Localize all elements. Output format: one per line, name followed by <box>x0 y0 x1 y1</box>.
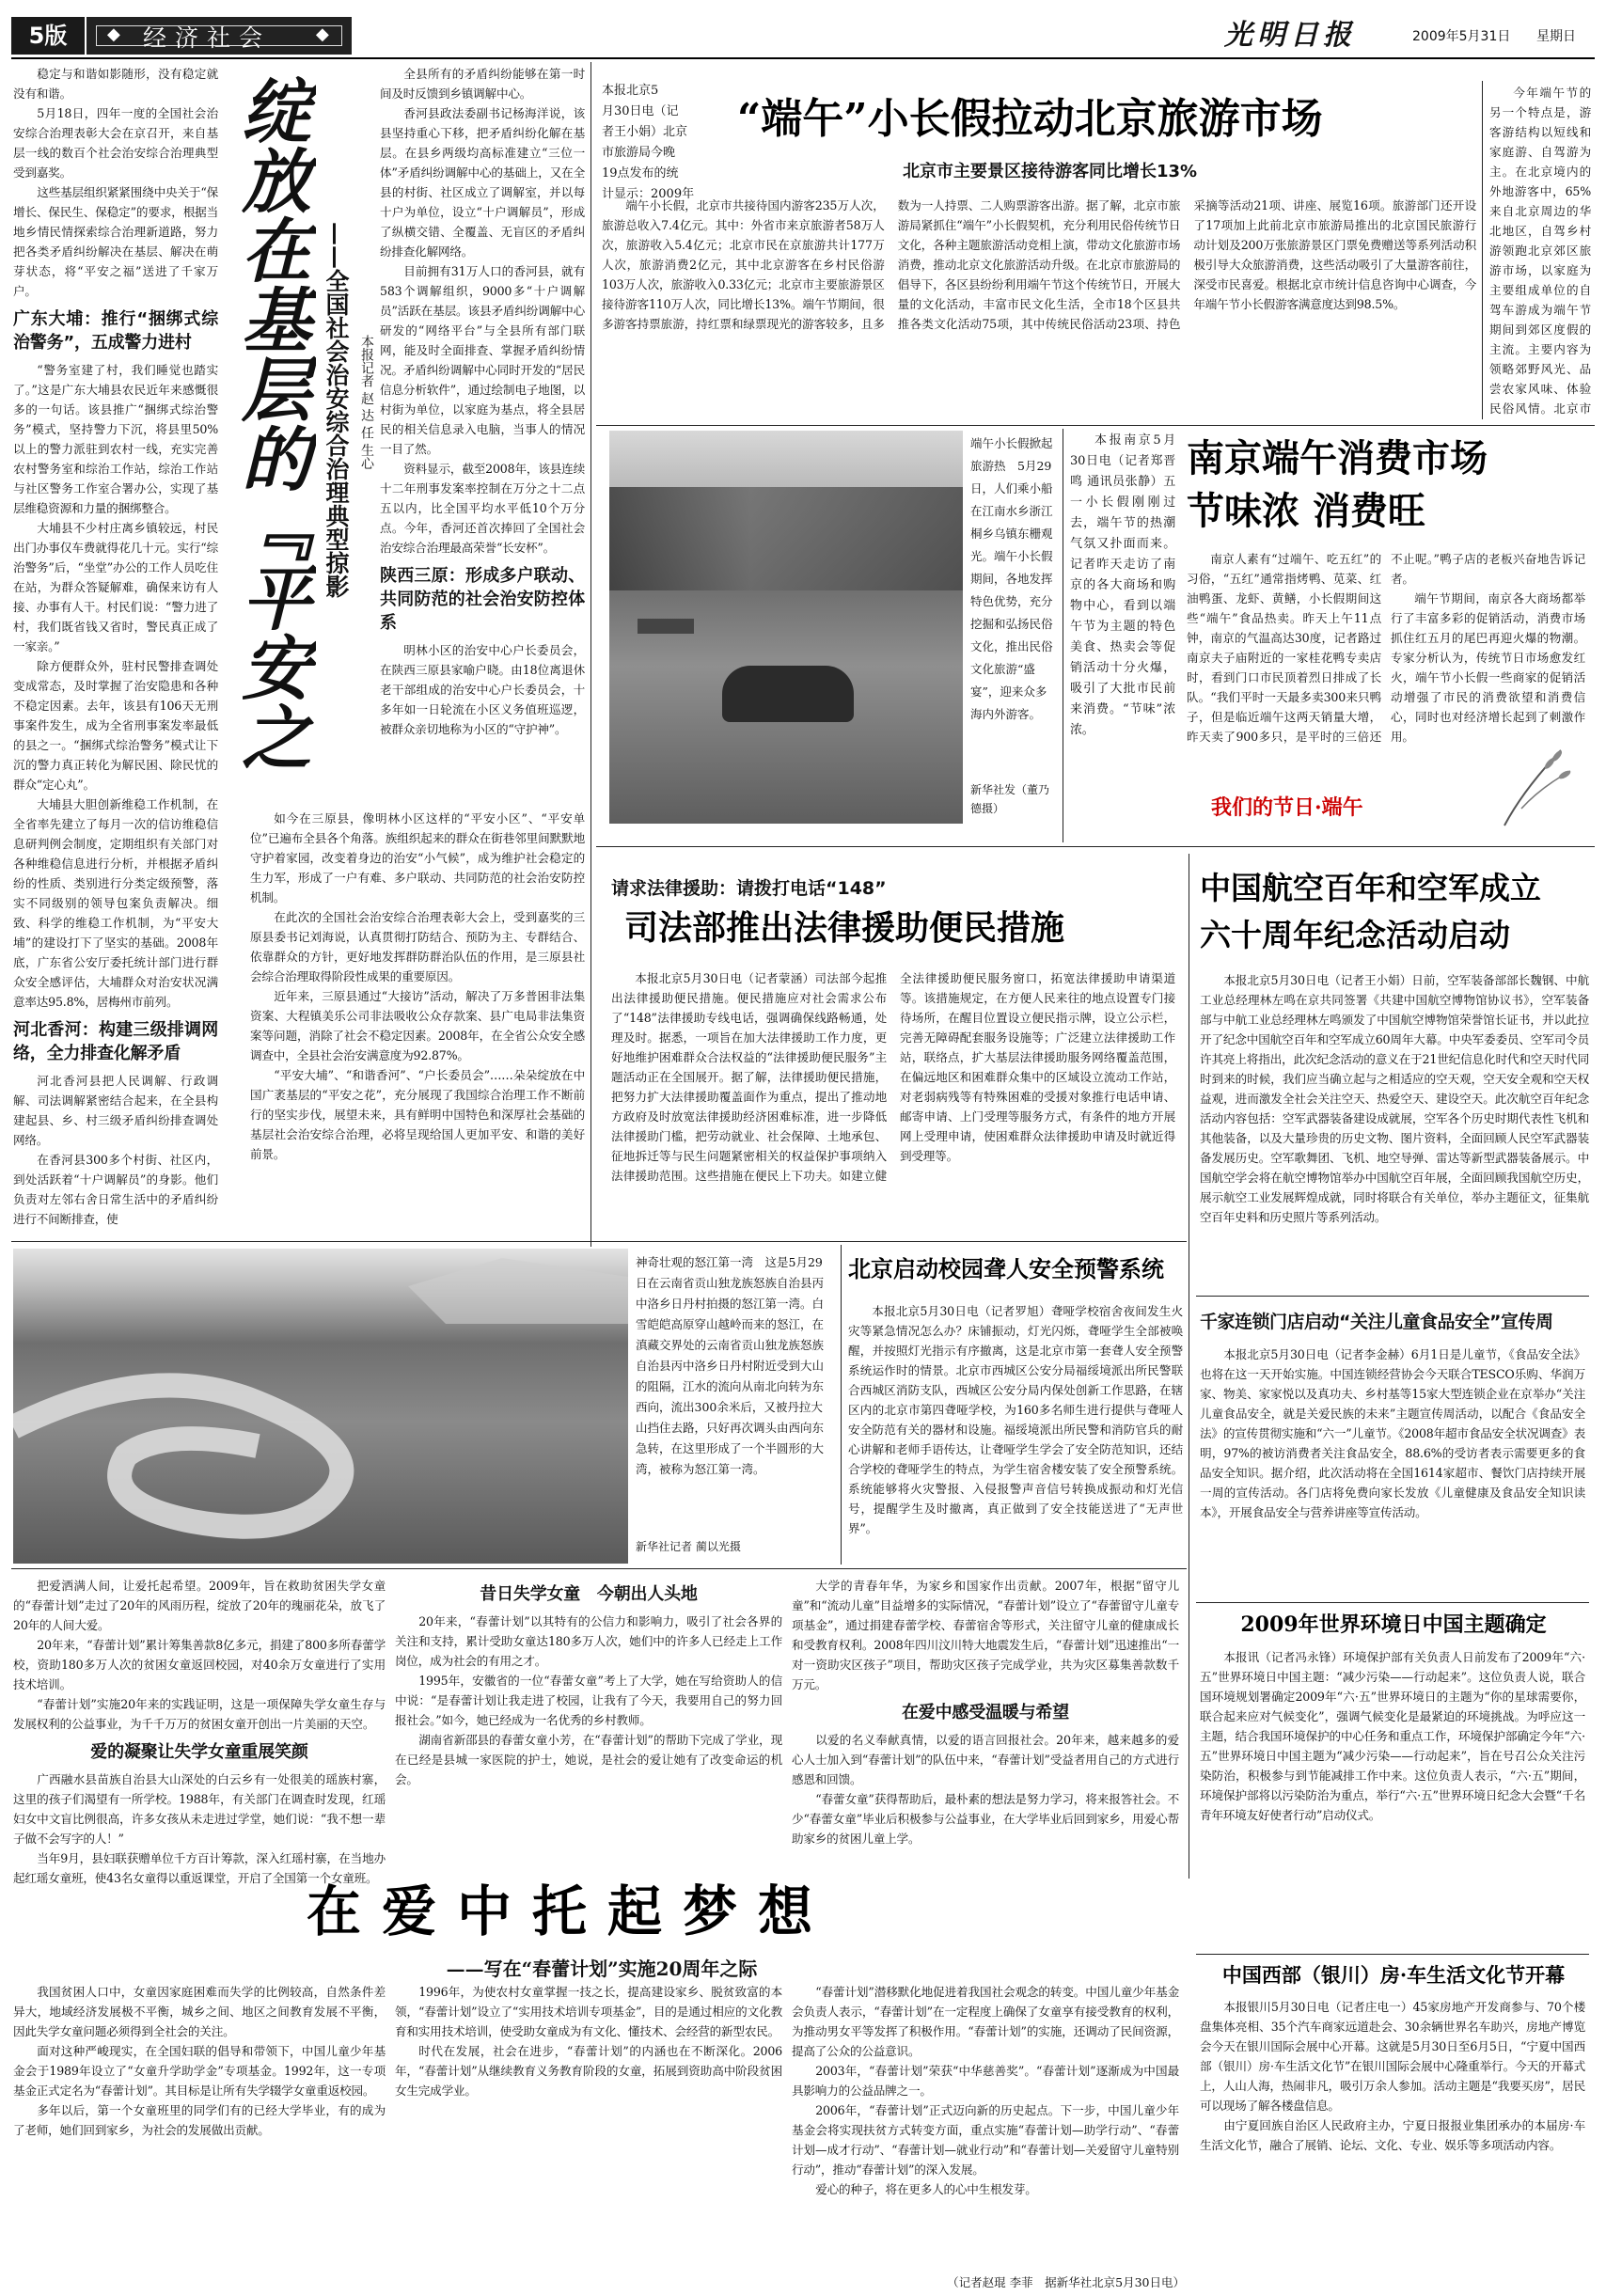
article10-credit: （记者赵琨 李菲 据新华社北京5月30日电） <box>947 2275 1185 2289</box>
rice-stalk-illustration <box>1495 743 1580 829</box>
article10-subhead: 在爱中感受温暖与希望 <box>902 1703 1069 1722</box>
article9-title: 北京启动校园聋人安全预警系统 <box>848 1255 1164 1282</box>
diamond-icon: ◆ <box>107 24 120 44</box>
article10-bottom-left: 我国贫困人口中，女童因家庭困难而失学的比例较高，自然条件差异大，地域经济发展极不平衡，城乡之间、地区之间教育发展不平衡，因此失学女童问题必须得到全社会的关注。 面对这种严峻现实，在全国妇联的倡导和带领下，中国儿童少年基金会于1989年设立了“女童升学助学金”专项基金。1992年，这一专项基金正式定名为“春蕾计划”。其目标是让所有失学辍学女童重返校园。 多年以后，第一个女童班里的同学们有的已经大学毕业，有的成为了老师，她们回到家乡，为社会的发展做出贡献。 <box>13 1985 386 2137</box>
article4-kicker: 请求法律援助：请拨打电话“148” <box>611 878 887 899</box>
article6-title: 千家连锁门店启动“关注儿童食品安全”宣传周 <box>1200 1312 1553 1332</box>
article3-intro: 本报南京5月30日电（记者郑晋鸣 通讯员张静）五一小长假刚刚过去，端午节的热潮气氛又扑面而来。记者昨天走访了南京的各大商场和购物中心，看到以端午节为主题的特色美食、热卖会等促销活动十分火爆，吸引了大批市民前来消费。“节味”浓浓。 <box>1070 433 1175 737</box>
article10-col2: 昔日失学女童 今朝出人头地 20年来，“春蕾计划”以其特有的公信力和影响力，吸引了社会各界的关注和支持，累计受助女童达180多万人次，她们中的许多人已经走上工作岗位，成为社会的有用之才。 1995年，安徽省的一位“春蕾女童”考上了大学，她在写给资助人的信中说：“是春蕾计划让我走进了校园，让我有了今天，我要用自己的努力回报社会。”如今，她已经成为一名优秀的乡村教师。 湖南省新邵县的春蕾女童小芳，在“春蕾计划”的帮助下完成了学业，现在已经是县城一家医院的护士，她说，是社会的爱让她有了改变命运的机会。 <box>395 1584 782 1786</box>
water-town-photo <box>609 431 963 824</box>
festival-label: 我们的节日·端午 <box>1211 795 1363 820</box>
diamond-icon: ◆ <box>316 24 329 44</box>
article1-col1: 稳定与和谐如影随形，没有稳定就没有和谐。 5月18日，四年一度的全国社会治安综合治理表彰大会在京召开，来自基层一线的数百个社会治安综合治理典型受到嘉奖。 这些基层组织紧紧围绕中央关于“保增长、保民生、保稳定”的要求，根据当地乡情民情探索综合治理新道路，努力把各类矛盾纠纷解决在基层、解决在萌芽状态，将“平安之福”送进了千家万户。 广东大埔：推行“捆绑式综治警务”，五成警力进村 “警务室建了村，我们睡觉也踏实了。”这是广东大埔县农民近年来感慨很多的一句话。该县推广“捆绑式综治警务”模式，坚持警力下沉，将县里50%以上的警力派驻到农村一线，充实完善农村警务室和综治工作站，综治工作站与社区警务工作室合署办公，实现了基层维稳资源和力量的捆绑整合。 大埔县不少村庄离乡镇较远，村民出门办事仅车费就得花几十元。实行“综治警务”后，“坐堂”办公的工作人员吃住在站，为群众答疑解难，确保来访有人接、办事有人干。村民们说：“警力进了村，我们既省钱又省时，警民真正成了一家亲。” 除方便群众外，驻村民警排查调处变成常态，及时掌握了治安隐患和各种不稳定因素。去年，该县有106天无刑事案件发生，成为全省刑事案发率最低的县之一。“捆绑式综治警务”模式让下沉的警力真正转化为解民困、除民忧的群众“定心丸”。 大埔县大胆创新维稳工作机制，在全省率先建立了每月一次的信访维稳信息研判例会制度，定期组织有关部门对各种维稳信息进行分析，并根据矛盾纠纷的性质、类别进行分类定级预警，落实不同级别的领导包案负责解决。细致、科学的维稳工作机制，为“平安大埔”的建设打下了坚实的基础。2008年底，广东省公安厅委托统计部门进行群众安全感评估，大埔群众对治安状况满意率达95.8%，居梅州市前列。 河北香河：构建三级排调网络，全力排查化解矛盾 河北香河县把人民调解、行政调解、司法调解紧密结合起来，在全县构建起县、乡、村三级矛盾纠纷排查调处网络。 在香河县300多个村街、社区内，到处活跃着“十户调解员”的身影。他们负责对左邻右舍日常生活中的矛盾纠纷进行不间断排查，使 <box>13 67 218 1226</box>
article10-subhead: 昔日失学女童 今朝出人头地 <box>480 1584 698 1604</box>
article2-title: “端午”小长假拉动北京旅游市场 <box>737 95 1323 143</box>
article4-body: 本报北京5月30日电（记者蒙涵）司法部今起推出法律援助便民措施。便民措施应对社会需求公布了“148”法律援助专线电话，强调确保线路畅通，处理及时。据悉，一项旨在加大法律援助工作力度，更好地维护困难群众合法权益的“法律援助便民服务”主题活动正在全国展开。据了解，法律援助便民措施，把努力扩大法律援助覆盖面作为重点，提出了推动地方政府及时放宽法律援助经济困难标准，进一步降低法律援助门槛，把劳动就业、社会保障、土地承包、征地拆迁等与民生问题紧密相关的权益保护事项纳入法律援助范围。这些措施在便民上下功夫。如建立健全法律援助便民服务窗口，拓宽法律援助申请渠道等。该措施规定，在方便人民来往的地点设置专门接待场所，在醒目位置设立便民指示牌，设立公示栏，完善无障碍配套服务设施等；广泛建立法律援助工作站，联络点，扩大基层法律援助服务网络覆盖范围，在偏远地区和困难群众集中的区域设立流动工作站，对老弱病残等有特殊困难的受援对象推行电话申请、邮寄申请、上门受理等服务方式，有条件的地方开展网上受理申请，使困难群众法律援助申请及时就近得到受理等。 <box>611 971 1175 1183</box>
paper-logo: 光明日报 <box>1224 19 1356 52</box>
section-banner <box>87 17 352 55</box>
article3-body: 南京人素有“过端午、吃五红”的习俗，“五红”通常指烤鸭、苋菜、红油鸭蛋、龙虾、黄鳝，小长假期间这些“端午”食品热卖。昨天上午11点钟，南京的气温高达30度，记者路过南京夫子庙附近的一家桂花鸭专卖店时，看到门口市民顶着烈日排成了长队。“我们平时一天最多卖300来只鸭子，但是临近端午这两天销量大增，昨天卖了900多只，是平时的三倍还不止呢。”鸭子店的老板兴奋地告诉记者。 端午节期间，南京各大商场都举行了丰富多彩的促销活动，消费市场抓住红五月的尾巴再迎火爆的物潮。专家分析认为，传统节日市场愈发红火，端午节小长假一些商家的促销活动增强了市民的消费欲望和消费信心，同时也对经济增长起到了刺激作用。 <box>1187 552 1585 744</box>
section-name: 经济社会 <box>143 24 272 52</box>
article10-subhead: 爱的凝聚让失学女童重展笑颜 <box>90 1742 308 1762</box>
photo1-credit: 新华社发（董乃德摄） <box>970 783 1050 815</box>
article10-subtitle: ——写在“春蕾计划”实施20周年之际 <box>446 1958 758 1980</box>
page-number: 5版 <box>11 17 85 55</box>
article8-body: 本报银川5月30日电（记者庄电一）45家房地产开发商参与、70个楼盘集体亮相、35个汽车商家远道赴会、30余辆世界名车助兴，房地产博览会今天在银川国际会展中心开幕。这就是5月30日至6月5日，“宁夏中国西部（银川）房·车生活文化节”在银川国际会展中心隆重举行。今天的开幕式上，人山人海，热闹非凡，吸引万余人参加。活动主题是“我要买房”，居民可以现场了解各楼盘信息。 由宁夏回族自治区人民政府主办，宁夏日报报业集团承办的本届房·车生活文化节，融合了展销、论坛、文化、专业、娱乐等多项活动内容。 <box>1200 2000 1585 2152</box>
article1-title: 绽放在基层的『平安之 <box>230 75 311 771</box>
article8-title: 中国西部（银川）房·车生活文化节开幕 <box>1221 1963 1566 1987</box>
article5-title: 中国航空百年和空军成立 六十周年纪念活动启动 <box>1200 870 1541 953</box>
article5-body: 本报北京5月30日电（记者王小娟）日前，空军装备部部长魏钢、中航工业总经理林左鸣在京共同签署《共建中国航空博物馆协议书》，空军装备部与中航工业总经理林左鸣颁发了中国航空博物馆荣誉馆长证书，并以此拉开了纪念中国航空百年和空军成立60周年大幕。中央军委委员、空军司令员许其亮上将指出，此次纪念活动的意义在于21世纪信息化时代和空天时代同时到来的时候，我们应当确立起与之相适应的空天观，空天安全观和空天权益观，进而激发全社会关注空天、热爱空天、建设空天。此次航空百年纪念活动内容包括：空军武器装备建设成就展，空军各个历史时期代表性飞机和其他装备，以及大量珍贵的历史文物、图片资料，全面回顾人民空军武器装备发展历史。空军歌舞团、飞机、地空导弹、雷达等新型武器装备展示。中国航空学会将在航空博物馆举办中国航空百年展，全面回顾我国航空历史，展示航空工业发展辉煌成就，同时将联合有关单位，举办主题征文，征集航空百年史料和历史照片等系列活动。 <box>1200 973 1589 1224</box>
article10-title: 在爱中托起梦想 <box>306 1879 833 1943</box>
article3-title: 南京端午消费市场 节味浓 消费旺 <box>1187 436 1488 533</box>
article6-body: 本报北京5月30日电（记者李金赫）6月1日是儿童节，《食品安全法》也将在这一天开始实施。中国连锁经营协会今天联合TESCO乐购、华润万家、物美、家家悦以及真功夫、乡村基等15家大型连锁企业在京举办“关注儿童食品安全，就是关爱民族的未来”主题宣传周活动，以配合《食品安全法》的宣传贯彻实施和“六一”儿童节。《2008年超市食品安全状况调查》表明，97%的被访消费者关注食品安全，88.6%的受访者表示需要更多的食品安全知识。据介绍，此次活动将在全国1614家超市、餐饮门店持续开展一周的宣传活动。各门店将免费向家长发放《儿童健康及食品安全知识读本》，开展食品安全与营养讲座等宣传活动。 <box>1200 1347 1585 1519</box>
article10-col1: 把爱洒满人间，让爱托起希望。2009年，旨在救助贫困失学女童的“春蕾计划”走过了20年的风雨历程，绽放了20年的瑰丽花朵，放飞了20年的人间大爱。 20年来，“春蕾计划”累计筹集善款8亿多元，捐建了800多所春蕾学校，资助180多万人次的贫困女童返回校园，对40余万女童进行了实用技术培训。 “春蕾计划”实施20年来的实践证明，这是一项保障失学女童生存与发展权利的公益事业，为千千万万的贫困女童开创出一片美丽的天空。 爱的凝聚让失学女童重展笑颜 广西融水县苗族自治县大山深处的白云乡有一处很美的瑶族村寨，这里的孩子们渴望有一所学校。1988年，有关部门在调查时发现，红瑶妇女中文盲比例很高，许多女孩从未走进过学堂，她们说：“我不想一辈子做不会写字的人！” 当年9月，县妇联获赠单位千方百计筹款，深入红瑶村寨，在当地办起红瑶女童班，使43名女童得以重返课堂，开启了全国第一个女童班。 <box>13 1579 386 1885</box>
masthead <box>11 17 1595 55</box>
article2-intro: 本报北京5 月30日电（记 者王小娟）北京 市旅游局今晚 19点发布的统 计显示：2009年 <box>602 84 695 201</box>
photo1-caption: 端午小长假掀起旅游热 5月29日，人们乘小船在江南水乡浙江桐乡乌镇东栅观光。端午小长假期间，各地发挥特色优势，充分挖掘和弘扬民俗文化，推出民俗文化旅游“盛宴”，迎来众多海内外游客。 <box>970 436 1053 721</box>
nujiang-bend-photo <box>13 1249 628 1564</box>
article1-subtitle: ——全国社会治安综合治理典型掠影 <box>323 222 350 598</box>
article9-body: 本报北京5月30日电（记者罗旭）聋哑学校宿舍夜间发生火灾等紧急情况怎么办？床铺振动，灯光闪烁，聋哑学生全部被唤醒，并按照灯光指示有序撤离，这是北京市第一套聋人安全预警系统运作时的情景。北京市西城区公安分局福绥境派出所民警联合西城区消防支队，西城区公安分局内保处创新工作思路，在辖区内的北京市第四聋哑学校，为160多名师生进行提供与聋哑人安全防范有关的器材和设施。福绥境派出所民警和消防官兵的耐心讲解和老师手语传达，让聋哑学生学会了安全防范知识，还结合学校的聋哑学生的特点，为学生宿舍楼安装了安全预警系统。系统能够将火灾警报、入侵报警声音信号转换成振动和灯光信号，提醒学生及时撤离，真正做到了安全技能送进了“无声世界”。 <box>848 1304 1183 1535</box>
article10-col3: 大学的青春年华，为家乡和国家作出贡献。2007年，根据“留守儿童”和“流动儿童”目益增多的实际情况，“春蕾计划”设立了“春蕾留守儿童专项基金”，通过捐建春蕾学校、春蕾宿舍等形式，关注留守儿童的健康成长和受教育权利。2008年四川汶川特大地震发生后，“春蕾计划”迅速推出“一对一资助灾区孩子”项目，帮助灾区孩子完成学业，共为灾区募集善款数千万元。 在爱中感受温暖与希望 以爱的名义奉献真情，以爱的语言回报社会。20年来，越来越多的爱心人士加入到“春蕾计划”的队伍中来，“春蕾计划”受益者用自己的方式进行感恩和回馈。 “春蕾女童”获得帮助后，最朴素的想法是努力学习，将来报答社会。不少“春蕾女童”毕业后积极参与公益事业，在大学毕业后回到家乡，用爱心帮助家乡的贫困儿童上学。 <box>792 1579 1179 1846</box>
photo2-credit: 新华社记者 蔺以光摄 <box>636 1540 741 1553</box>
article1-subhead: 陕西三原：形成多户联动、共同防范的社会治安防控体系 <box>380 566 585 633</box>
article7-title: 2009年世界环境日中国主题确定 <box>1240 1612 1547 1637</box>
article2-right-col: 今年端午节的另一个特点是，游客游结构以短线和家庭游、自驾游为主。在北京境内的外地游客中，65%来自北京周边的华北地区，自驾乡村游领跑北京郊区旅游市场，以家庭为主要组成单位的自驾车游成为端午节期间到郊区度假的主流。主要内容为领略郊野风光、品尝农家风味、体验民俗风情。北京市 <box>1489 86 1591 416</box>
article1-col2: 全县所有的矛盾纠纷能够在第一时间及时反馈到乡镇调解中心。 香河县政法委副书记杨海洋说，该县坚持重心下移，把矛盾纠纷化解在基层。在县乡两级均高标准建立“三位一体”矛盾纠纷调解中心的基础上，又在全县的村街、社区成立了调解室，并以每十户为单位，设立“十户调解员”，形成了纵横交错、全覆盖、无盲区的矛盾纠纷排查化解网络。 目前拥有31万人口的香河县，就有583个调解组织，9000多“十户调解员”活跃在基层。该县矛盾纠纷调解中心研发的“网络平台”与全县所有部门联网，能及时全面排查、掌握矛盾纠纷情况。矛盾纠纷调解中心同时开发的“居民信息分析软件”，通过绘制电子地图，以村街为单位，以家庭为基点，将全县居民的相关信息录入电脑，当事人的情况一目了然。 资料显示，截至2008年，该县连续十二年刑事发案率控制在万分之十二点五以内，比全国平均水平低10个万分点。今年，香河还首次捧回了全国社会治安综合治理最高荣誉“长安杯”。 陕西三原：形成多户联动、共同防范的社会治安防控体系 明林小区的治安中心户长委员会，在陕西三原县家喻户晓。由18位离退休老干部组成的治安中心户长委员会，十多年如一日轮流在小区义务值班巡逻，被群众亲切地称为小区的“守护神”。 <box>380 67 585 736</box>
article2-body: 端午小长假，北京市共接待国内游客235万人次，旅游总收入7.4亿元。其中：外省市来京旅游者58万人次，旅游收入5.4亿元；北京市民在京旅游共计177万人次，旅游消费2亿元，其中北京游客在乡村民俗游103万人次，旅游收入0.33亿元；北京市主要旅游景区接待游客110万人次，同比增长13%。端午节期间，很多游客持票旅游，持红票和绿票现光的游客较多，且多数为一人持票、二人购票游客出游。据了解，北京市旅游局紧抓住“端午”小长假契机，充分利用民俗传统节日文化，各种主题旅游活动竞相上演，带动文化旅游市场消费，推动北京文化旅游活动升级。在北京市旅游局的倡导下，各区县纷纷利用端午节这个传统节日，开展大量的文化活动，丰富市民文化生活，全市18个区县共推各类文化活动75项，其中传统民俗活动23项、持色采摘等活动21项、讲座、展览16项。旅游部门还开设了17项加上此前北京市旅游局推出的北京国民旅游行动计划及200万张旅游景区门票免费赠送等系列活动积极引导大众旅游消费，这些活动吸引了大量游客前往，深受市民喜爱。根据北京市统计信息咨询中心调查，今年端午节小长假游客满意度达到98.5%。 <box>602 198 1476 331</box>
article1-bottom: 如今在三原县，像明林小区这样的“平安小区”、“平安单位”已遍布全县各个角落。族组织起来的群众在街巷邻里间默默地守护着家园，改变着身边的治安“小气候”，成为维护社会稳定的生力军，形成了一户有难、多户联动、共同防范的社会治安防控机制。 在此次的全国社会治安综合治理表彰大会上，受到嘉奖的三原县委书记刘海说，认真贯彻打防结合、预防为主、专群结合、依靠群众的方针，更好地发挥群防群治队伍的作用，是三原县社会综合治理取得阶段性成果的重要原因。 近年来，三原县通过“大接访”活动，解决了万多普困非法集资案、大程镇美乐公司非法吸收公众存款案、县广电局非法集资案等问题，消除了社会不稳定因素。2008年，在全省公众安全感调查中，全县社会治安满意度为92.87%。 “平安大埔”、“和谐香河”、“户长委员会”……朵朵绽放在中国广袤基层的“平安之花”，充分展现了我国综合治理工作不断前行的坚实步伐，展望未来，具有鲜明中国特色和深厚社会基础的基层社会治安综合治理，必将呈现给国人更加平安、和谐的美好前景。 <box>250 811 585 1161</box>
article7-body: 本报讯（记者冯永锋）环境保护部有关负责人日前发布了2009年“六·五”世界环境日中国主题：“减少污染——行动起来”。这位负责人说，联合国环境规划署确定2009年“六·五”世界环境日的主题为“你的星球需要你，联合起来应对气候变化”，强调气候变化是最紧迫的环境挑战。为呼应这一主题，结合我国环境保护的中心任务和重点工作，环境保护部确定今年“六·五”世界环境日中国主题为“减少污染——行动起来”，旨在号召公众关注污染防治，积极参与到节能减排工作中来。这位负责人表示，“六·五”期间，环境保护部将以污染防治为重点，举行“六·五”世界环境日纪念大会暨“千名青年环境友好使者行动”启动仪式。 <box>1200 1650 1585 1822</box>
article6-box <box>1196 1296 1589 2296</box>
article4-title: 司法部推出法律援助便民措施 <box>624 908 1065 948</box>
article2-subtitle: 北京市主要景区接待游客同比增长13% <box>903 162 1198 181</box>
article10-bottom-mid: 1996年，为使农村女童掌握一技之长，提高建设家乡、脱贫致富的本领，“春蕾计划”设立了“实用技术培训专项基金”，目的是通过相应的文化教育和实用技术培训，使受助女童成为有文化、懂技术、会经营的新型农民。 时代在发展，社会在进步，“春蕾计划”的内涵也在不断深化。2006年，“春蕾计划”从继续教育义务教育阶段的女童，拓展到资助高中阶段贫困女生完成学业。 <box>395 1985 782 2098</box>
article1-subhead: 广东大埔：推行“捆绑式综治警务”，五成警力进村 <box>13 309 218 353</box>
photo2-caption: 神奇壮观的怒江第一湾 这是5月29日在云南省贡山独龙族怒族自治县丙中洛乡日丹村拍摄的怒江第一湾。白雪皑皑高原穿山越岭而来的怒江，在滇藏交界处的云南省贡山独龙族怒族自治县丙中洛乡日丹村附近受到大山的阻隔，江水的流向从南北向转为东西向，流出300余米后，又被丹拉大山挡住去路，只好再次调头由西向东急转，在这里形成了一个半圆形的大湾，被称为怒江第一湾。 <box>636 1255 825 1476</box>
issue-date: 2009年5月31日 <box>1412 29 1511 44</box>
issue-weekday: 星期日 <box>1536 29 1576 44</box>
article1-subhead: 河北香河：构建三级排调网络，全力排查化解矛盾 <box>13 1020 218 1063</box>
article10-bottom-right: “春蕾计划”潜移默化地促进着我国社会观念的转变。中国儿童少年基金会负责人表示，“春蕾计划”在一定程度上确保了女童享有接受教育的权利，为推动男女平等发挥了积极作用。“春蕾计划”的实施，还调动了民间资源，提高了公众的公益意识。 2003年，“春蕾计划”荣获“中华慈善奖”。“春蕾计划”逐渐成为中国最具影响力的公益品牌之一。 2006年，“春蕾计划”正式迈向新的历史起点。下一步，中国儿童少年基金会将实现扶贫方式转变方面，重点实施“春蕾计划—助学行动”、“春蕾计划—成才行动”、“春蕾计划—就业行动”和“春蕾计划—关爱留守儿童特别行动”，推动“春蕾计划”的深入发展。 爱心的种子，将在更多人的心中生根发芽。 <box>792 1985 1179 2196</box>
article1-byline: 本报记者 赵 达 任 生心 <box>359 335 374 470</box>
masthead-rule <box>11 57 1595 59</box>
